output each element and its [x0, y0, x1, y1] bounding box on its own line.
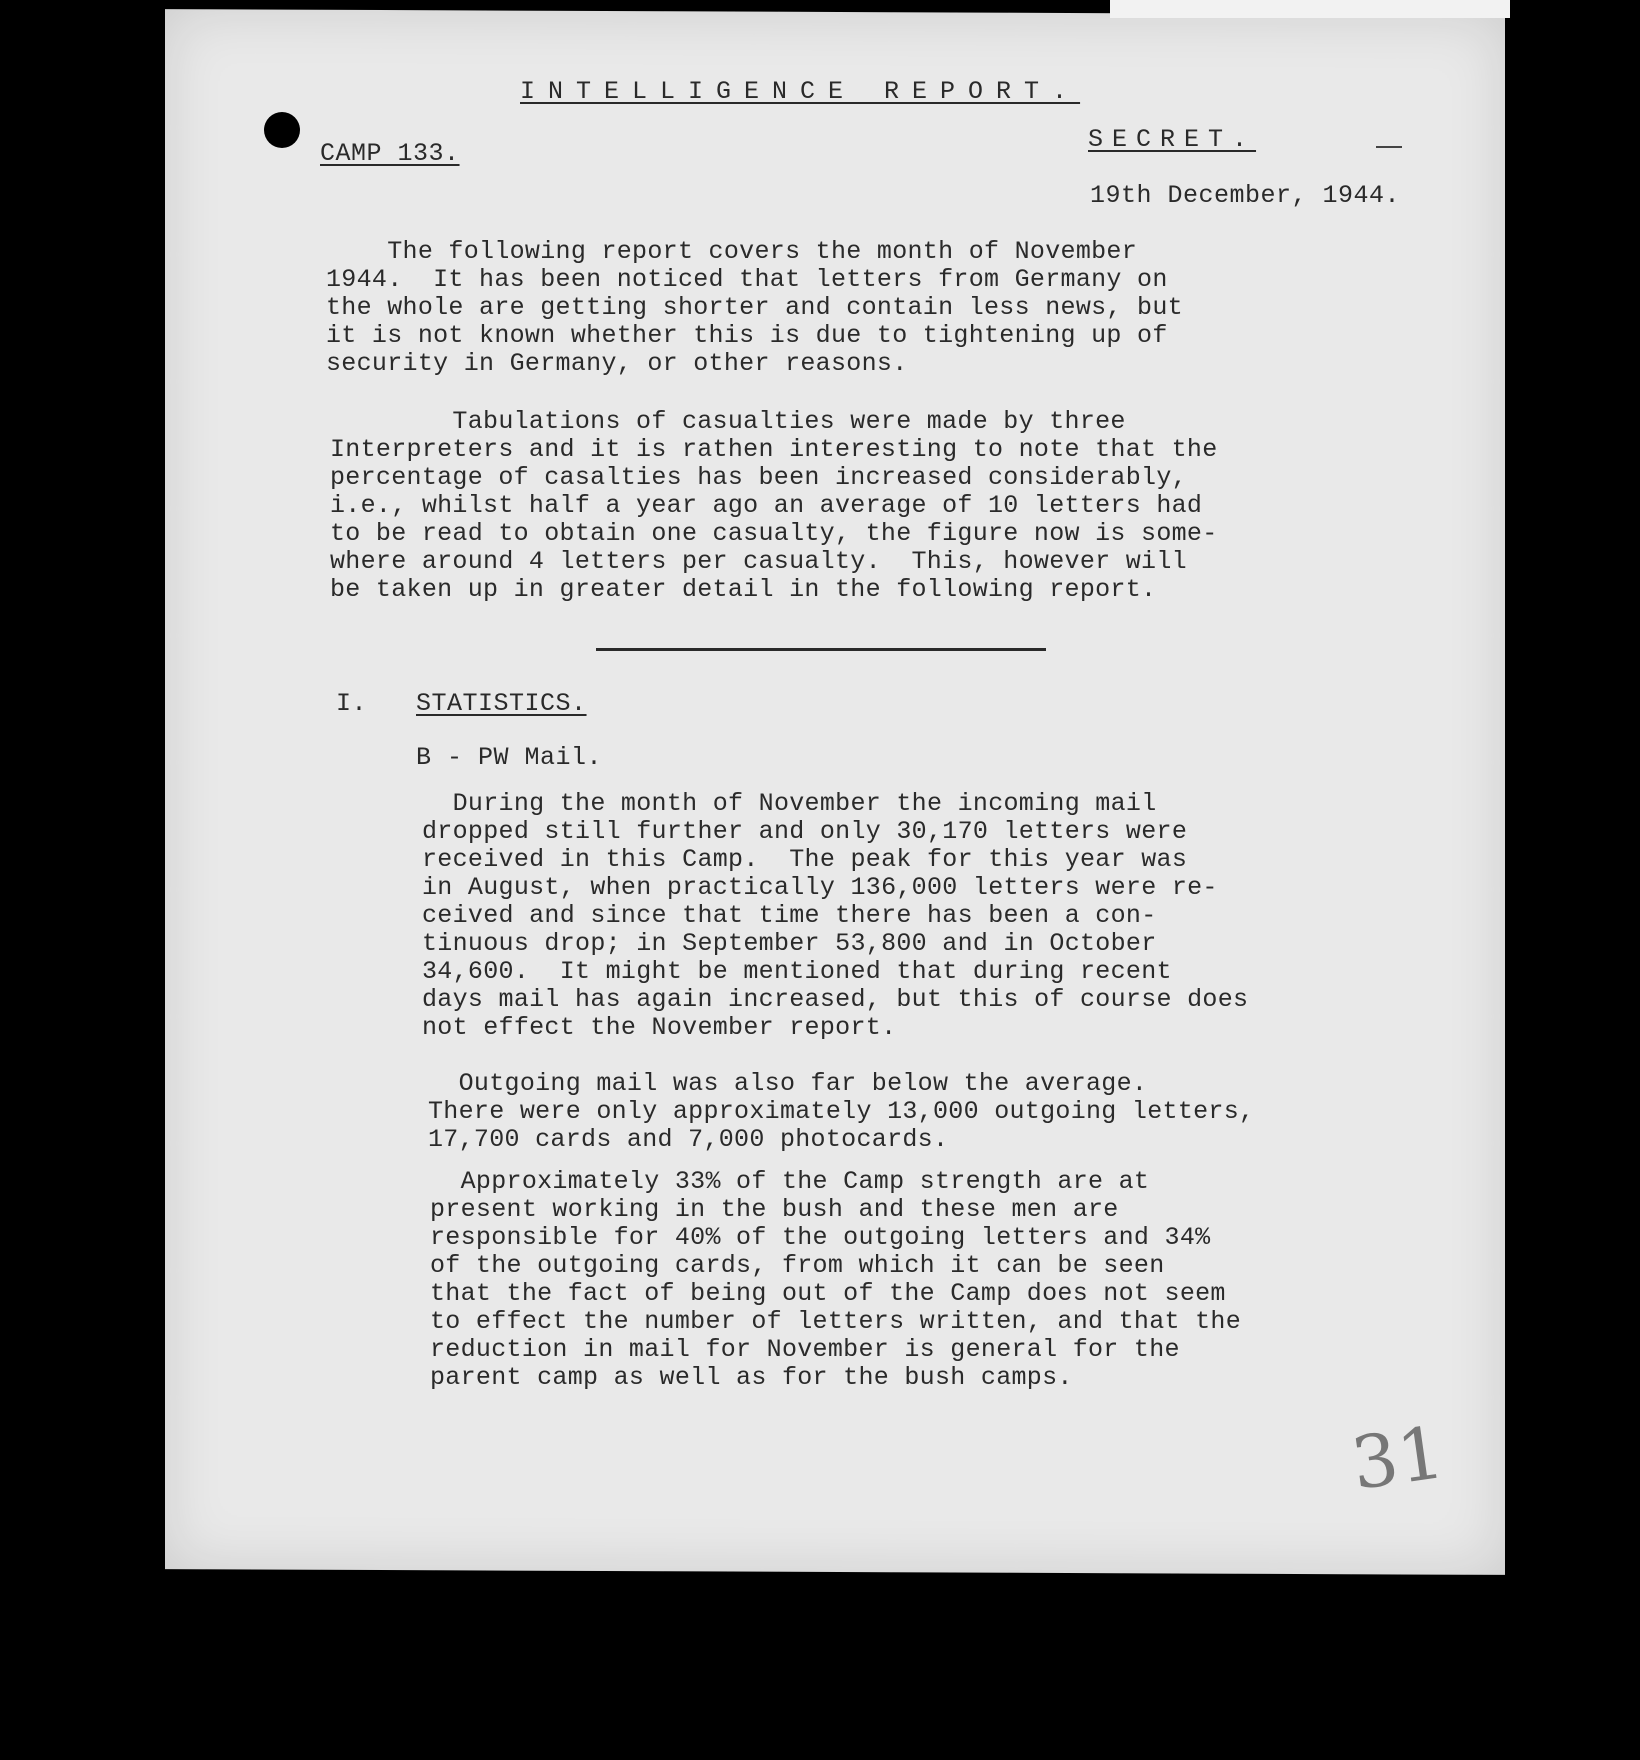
punch-hole	[264, 112, 300, 148]
mail-paragraph-3: Approximately 33% of the Camp strength are at present working in the bush and these men are responsible for 40% of the outgoing letters and 34% of the outgoing cards, from which it can be seen that the fact of being out of the Camp does not seem to effect the number of letters written, and that the reduction in mail for November is general for the parent camp as well as for the bush camps.	[430, 1167, 1242, 1392]
margin-dash	[1376, 146, 1402, 148]
section-number: I.	[336, 689, 368, 718]
mail-paragraph-2: Outgoing mail was also far below the average. There were only approximately 13,000 outgoing letters, 17,700 cards and 7,000 photocards.	[428, 1069, 1255, 1154]
report-date: 19th December, 1944.	[1090, 181, 1401, 210]
report-title: INTELLIGENCE REPORT.	[520, 77, 1081, 106]
camp-number: CAMP 133.	[320, 139, 460, 168]
handwritten-page-number: 31	[1346, 1410, 1450, 1506]
subsection-title: B - PW Mail.	[416, 743, 603, 772]
classification-label: SECRET.	[1088, 125, 1257, 154]
paper-edge-strip	[1110, 0, 1510, 18]
intro-paragraph-1: The following report covers the month of November 1944. It has been noticed that letters from Germany on the whole are getting shorter and contain less news, but it is not known whether this is due to tightening up of security in Germany, or other reasons.	[326, 237, 1183, 378]
section-title: STATISTICS.	[416, 689, 587, 718]
mail-paragraph-1: During the month of November the incoming mail dropped still further and only 30,170 letters were received in this Camp. The peak for this year was in August, when practically 136,000 letters were re- ceived and since that time there has been a con- tinuous drop; in September 53,800 and in October 34,600. It might be mentioned that during recent days mail has again increased, but this of course does not effect the November report.	[422, 789, 1249, 1042]
section-divider	[596, 648, 1046, 651]
intro-paragraph-2: Tabulations of casualties were made by three Interpreters and it is rathen interesting to note that the percentage of casalties has been increased considerably, i.e., whilst half a year ago an average of 10 letters had to be read to obtain one casualty, the figure now is some- where around 4 letters per casualty. This, however will be taken up in greater detail in the following report.	[330, 407, 1218, 604]
